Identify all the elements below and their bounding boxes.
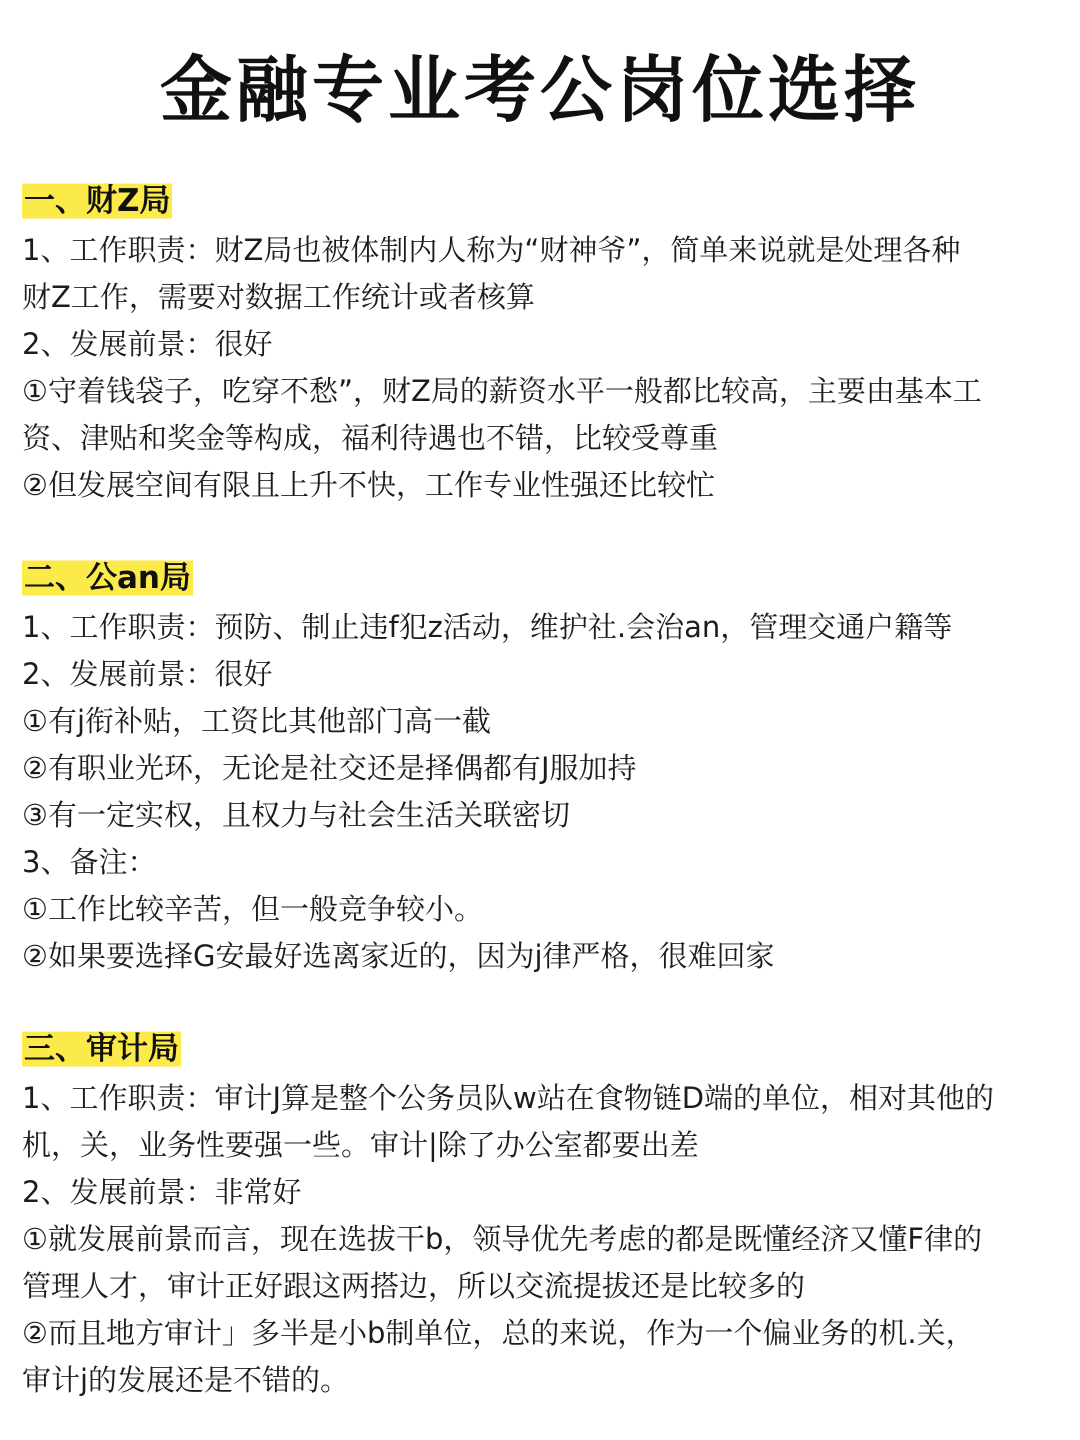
section-gongan <box>22 558 1062 980</box>
section-line: 资、津贴和奖金等构成，福利待遇也不错，比较受尊重 <box>22 421 719 455</box>
section-line: 2、发展前景：很好 <box>22 657 273 691</box>
section-caizheng <box>22 181 1062 509</box>
section-line: ①就发展前景而言，现在选拔干b，领导优先考虑的都是既懂经济又懂F律的 <box>22 1222 983 1256</box>
section-heading: 二、公an局 <box>24 560 191 596</box>
section-line: ①有j衔补贴，工资比其他部门高一截 <box>22 704 492 738</box>
section-line: 1、工作职责：财Z局也被体制内人称为“财神爷”，简单来说就是处理各种 <box>22 233 961 267</box>
section-line: 1、工作职责：审计J算是整个公务员队w站在食物链D端的单位，相对其他的 <box>22 1081 995 1115</box>
section-line: 1、工作职责：预防、制止违f犯z活动，维护社.会治an，管理交通户籍等 <box>22 610 953 644</box>
section-line: 2、发展前景：非常好 <box>22 1175 302 1209</box>
section-line: 管理人才，审计正好跟这两搭边，所以交流提拔还是比较多的 <box>22 1269 806 1303</box>
section-line: ③有一定实权，且权力与社会生活关联密切 <box>22 798 570 832</box>
section-line: ②但发展空间有限且上升不快，工作专业性强还比较忙 <box>22 468 715 502</box>
section-shenji <box>22 1029 1062 1404</box>
section-line: ①守着钱袋子，吃穿不愁”，财Z局的薪资水平一般都比较高，主要由基本工 <box>22 374 982 408</box>
section-line: 3、备注： <box>22 845 157 879</box>
section-heading: 三、审计局 <box>24 1031 179 1067</box>
section-line: ②如果要选择G安最好选离家近的，因为j律严格，很难回家 <box>22 939 775 973</box>
section-line: ②而且地方审计」多半是小b制单位，总的来说，作为一个偏业务的机.关， <box>22 1316 975 1350</box>
section-line: 审计j的发展还是不错的。 <box>22 1363 350 1397</box>
page-title: 金融专业考公岗位选择 <box>159 48 920 132</box>
section-line: ①工作比较辛苦，但一般竞争较小。 <box>22 892 483 926</box>
section-line: 2、发展前景：很好 <box>22 327 273 361</box>
section-line: 机，关，业务性要强一些。审计|除了办公室都要出差 <box>22 1128 699 1162</box>
section-line: ②有职业光环，无论是社交还是择偶都有J服加持 <box>22 751 637 785</box>
section-heading: 一、财Z局 <box>24 183 171 219</box>
section-line: 财Z工作，需要对数据工作统计或者核算 <box>22 280 535 314</box>
